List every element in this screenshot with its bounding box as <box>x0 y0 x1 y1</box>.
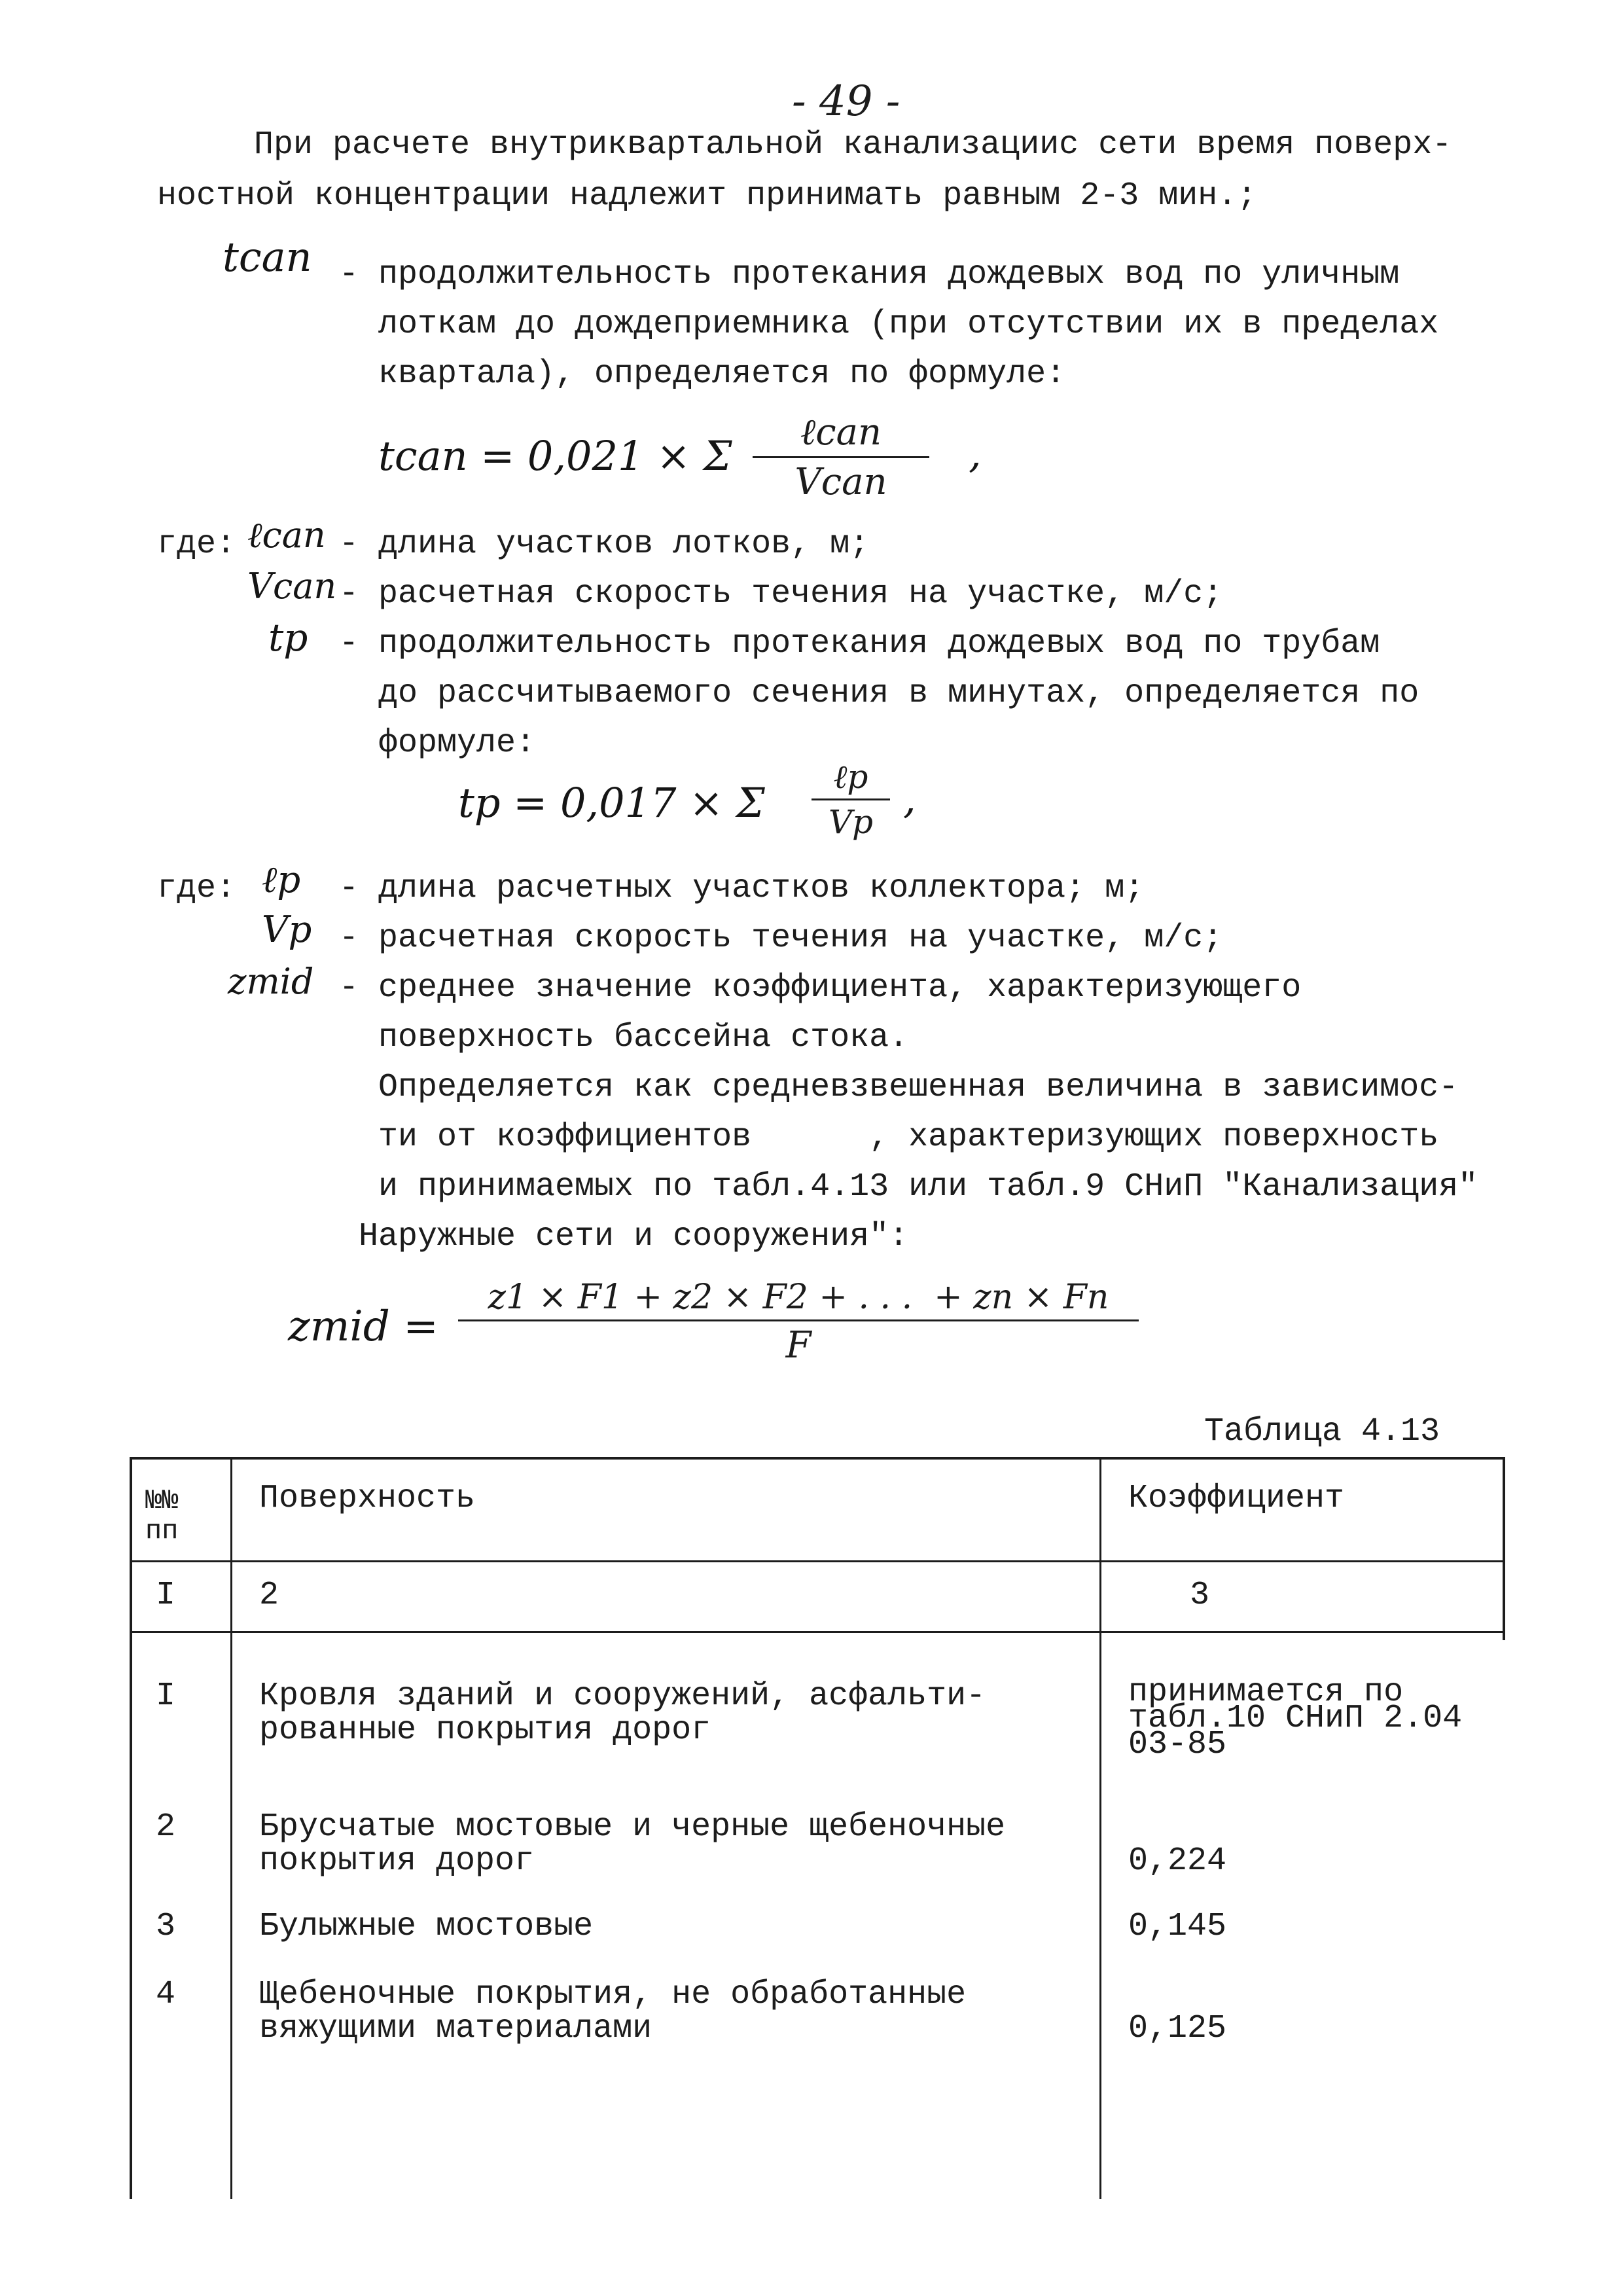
table-row-3-num: 3 <box>156 1908 176 1945</box>
lcan-symbol: ℓcan <box>247 514 326 556</box>
intro-line-2: ностной концентрации надлежит принимать равным 2-3 мин.; <box>157 177 1257 215</box>
fraction-bar <box>753 456 929 458</box>
where-label-2: где: <box>157 870 236 907</box>
table-row-2-num: 2 <box>156 1808 176 1846</box>
formula-tcan-fraction <box>753 411 929 503</box>
lcan-def: - длина участков лотков, м; <box>339 526 870 563</box>
zmid-symbol: zmid <box>228 961 314 1002</box>
table-row-3-coef: 0,145 <box>1128 1908 1227 1945</box>
table-colnum-3: 3 <box>1190 1577 1210 1614</box>
page-number: - 49 - <box>792 77 901 126</box>
formula-zmid-denominator: F <box>785 1324 812 1367</box>
vp-def: - расчетная скорость течения на участке, м/с; <box>339 920 1223 957</box>
formula-tp-denominator: Vp <box>828 803 874 841</box>
zmid-def-line-4: ти от коэффициентов , характеризующих поверхность <box>378 1119 1439 1156</box>
formula-tcan-tail: , <box>969 429 982 477</box>
table-header-coef: Коэффициент <box>1128 1480 1345 1517</box>
tp-symbol: tp <box>268 615 308 660</box>
zmid-def-line-6: Наружные сети и сооружения": <box>359 1218 909 1255</box>
table-row-4-surface: Щебеночные покрытия, не обработанные вяжущими материалами <box>259 1976 967 2047</box>
table-row-4-coef: 0,125 <box>1128 2010 1227 2047</box>
zmid-def-line-2: поверхность бассейна стока. <box>378 1019 909 1056</box>
vcan-symbol: Vcan <box>247 565 337 607</box>
formula-tcan-denominator: Vcan <box>794 461 887 503</box>
table-left-border <box>130 1457 132 2199</box>
lp-def: - длина расчетных участков коллектора; м; <box>339 870 1145 907</box>
table-header-num: №№ пп <box>145 1485 179 1547</box>
fraction-bar <box>458 1319 1139 1321</box>
tp-def-line-3: формуле: <box>378 725 536 762</box>
formula-zmid-numerator: z1 × F1 + z2 × F2 + . . . + zn × Fn <box>488 1278 1109 1317</box>
table-header-surface: Поверхность <box>259 1480 476 1517</box>
vcan-def: - расчетная скорость течения на участке, м/с; <box>339 575 1223 613</box>
table-numbers-rule <box>130 1631 1505 1633</box>
table-colnum-2: 2 <box>259 1577 279 1614</box>
lp-symbol: ℓp <box>262 859 301 901</box>
fraction-bar <box>812 798 890 800</box>
formula-tcan-numerator: ℓcan <box>800 411 882 454</box>
table-header-rule <box>130 1560 1505 1562</box>
formula-tcan-lhs: tcan = 0,021 × Σ <box>378 432 732 480</box>
intro-line-1: При расчете внутриквартальной канализациис сети время поверх- <box>254 126 1452 164</box>
formula-tp-fraction <box>812 758 890 841</box>
tcan-def-line-3: квартала), определяется по формуле: <box>378 355 1066 393</box>
tp-def-line-2: до рассчитываемого сечения в минутах, определяется по <box>378 675 1419 712</box>
table-row-1-surface: Кровля зданий и сооружений, асфальти- рованные покрытия дорог <box>259 1677 986 1749</box>
zmid-def-line-3: Определяется как средневзвешенная величина в зависимос- <box>378 1069 1459 1106</box>
table-row-3-surface: Булыжные мостовые <box>259 1908 594 1945</box>
table-col-divider-2 <box>1099 1457 1101 2199</box>
formula-tp-tail: , <box>903 775 916 823</box>
table-top-border <box>130 1457 1505 1460</box>
zmid-def-line-5: и принимаемых по табл.4.13 или табл.9 СНиП "Канализация" <box>378 1168 1478 1206</box>
table-row-4-num: 4 <box>156 1976 176 2013</box>
formula-zmid-lhs: zmid = <box>288 1302 438 1351</box>
tcan-symbol: tcan <box>223 233 312 281</box>
where-label-1: где: <box>157 526 236 563</box>
formula-tp-numerator: ℓp <box>833 758 868 796</box>
zmid-def-line-1: - среднее значение коэффициента, характеризующего <box>339 969 1302 1007</box>
formula-zmid-fraction <box>458 1278 1139 1367</box>
table-right-border <box>1503 1457 1505 1640</box>
table-caption: Таблица 4.13 <box>1204 1413 1440 1450</box>
table-col-divider-1 <box>230 1457 232 2199</box>
tcan-def-line-2: лоткам до дождеприемника (при отсутствии их в пределах <box>378 306 1439 343</box>
tp-def-line-1: - продолжительность протекания дождевых вод по трубам <box>339 625 1380 662</box>
table-row-1-num: I <box>156 1677 176 1715</box>
tcan-def-line-1: - продолжительность протекания дождевых вод по уличным <box>339 256 1400 293</box>
formula-tp-lhs: tp = 0,017 × Σ <box>458 779 765 827</box>
table-row-2-surface: Брусчатые мостовые и черные щебеночные покрытия дорог <box>259 1808 1006 1880</box>
vp-symbol: Vp <box>262 908 312 951</box>
table-row-1-coef: принимается по табл.10 СНиП 2.04 03-85 <box>1128 1674 1463 1763</box>
table-colnum-1: I <box>156 1577 176 1614</box>
table-row-2-coef: 0,224 <box>1128 1842 1227 1880</box>
